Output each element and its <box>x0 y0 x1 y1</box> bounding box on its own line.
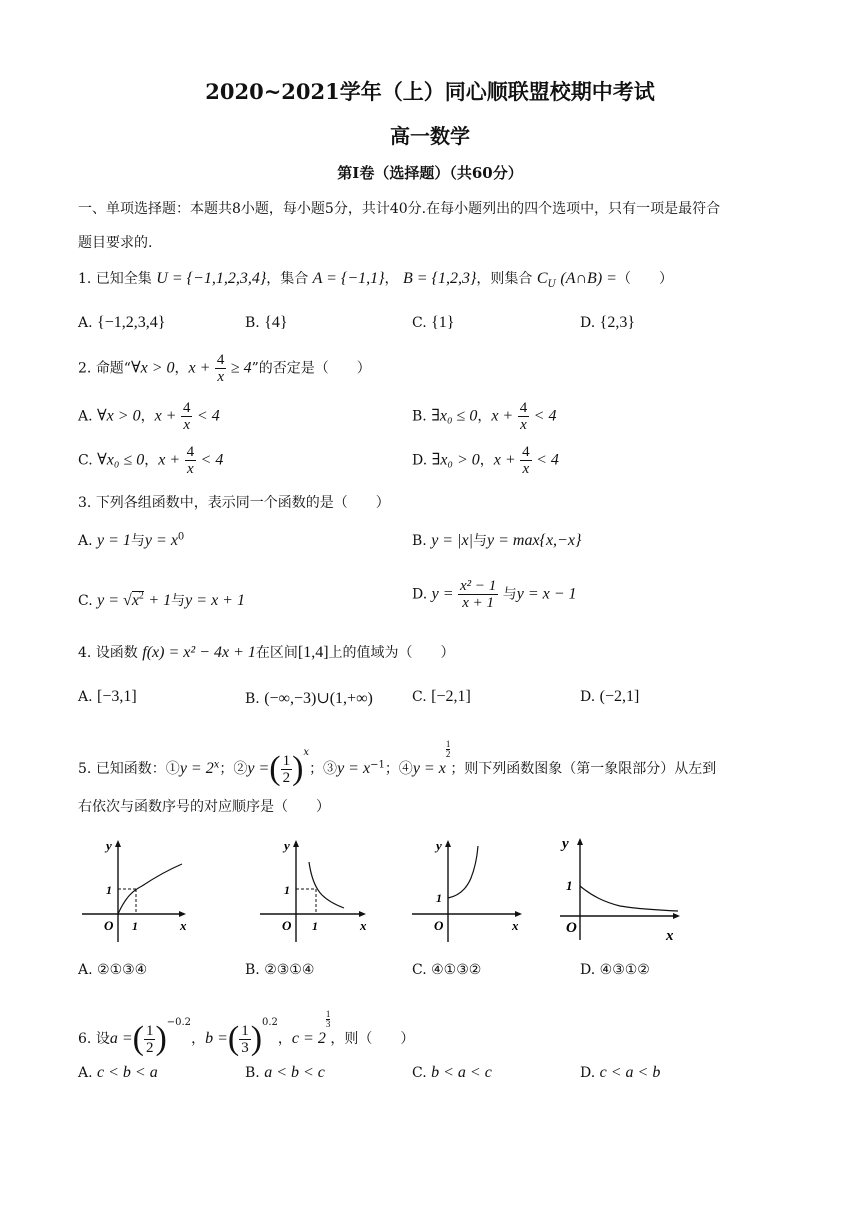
option-connector: 与 <box>473 533 487 549</box>
paren-left: ( <box>269 750 281 787</box>
curve <box>448 846 478 898</box>
q6-option-d[interactable] <box>580 1064 660 1082</box>
q5-option-d[interactable] <box>580 962 650 978</box>
paren-left: ( <box>227 1020 240 1057</box>
option-right: y = max{x,−x} <box>487 532 582 549</box>
fraction-denominator: x + 1 <box>462 595 495 611</box>
q4-function: f(x) = x² − 4x + 1 <box>142 644 256 661</box>
q1-text-4: ，则集合 <box>476 271 533 287</box>
question-4 <box>78 642 455 662</box>
question-5 <box>78 740 716 786</box>
option-label: D. <box>412 586 428 603</box>
tick-1-x: 1 <box>312 919 318 933</box>
q5-option-a[interactable] <box>78 962 147 978</box>
graph-2 <box>256 832 372 946</box>
q6-sep-1: ， <box>191 1031 206 1047</box>
option-lhs: x + <box>491 407 514 425</box>
option-value: b < a < c <box>431 1064 492 1081</box>
option-quantifier: ∀x > 0 <box>97 407 141 425</box>
x-axis-arrow <box>179 911 186 917</box>
option-left: y = |x| <box>431 532 473 549</box>
q1-text-1: 已知全集 <box>95 271 152 287</box>
y-label: y <box>562 836 569 852</box>
q1-set-u: U = {−1,1,2,3,4} <box>156 270 267 287</box>
option-quantifier: ∃x₀ > 0 <box>431 451 480 469</box>
option-value: ②③①④ <box>264 962 315 978</box>
question-number: 2. <box>78 360 92 377</box>
q2-rhs: ≥ 4 <box>230 359 252 377</box>
q2-text-1: 命题“ <box>95 360 131 377</box>
option-label: C. <box>412 1065 427 1081</box>
option-label: A. <box>78 962 93 978</box>
q6-c: c = 2 <box>291 1030 326 1047</box>
question-number: 3. <box>78 495 92 511</box>
q3-option-c[interactable] <box>78 590 245 610</box>
option-rhs: < 4 <box>200 451 224 469</box>
fraction-numerator: 4 <box>519 400 528 416</box>
q5-func-2-fraction <box>281 753 293 786</box>
q1-blank: （ ） <box>616 271 673 287</box>
q1-option-d[interactable] <box>580 314 635 332</box>
option-label: A. <box>78 315 93 331</box>
q2-lhs: x + <box>188 359 211 377</box>
q1-complement-sub: U <box>547 278 556 290</box>
fraction-denominator: x <box>217 369 224 385</box>
fraction-denominator: 2 <box>145 1039 154 1056</box>
q2-option-d[interactable]: D. ∃x₀ > 0，x + $\frac{4}{x}$ < 4 <box>412 444 559 477</box>
fraction-numerator: 4 <box>522 444 530 460</box>
option-right: y = x + 1 <box>185 592 245 609</box>
option-value: ④③①② <box>599 962 650 978</box>
y-axis-arrow <box>577 838 583 845</box>
option-label: A. <box>78 533 93 549</box>
x-axis-arrow <box>673 913 680 919</box>
sqrt-radicand <box>132 591 144 609</box>
question-number: 5. <box>78 761 92 777</box>
q4-interval: [1,4] <box>297 644 329 661</box>
q6-b: b = <box>205 1030 228 1047</box>
q5-func-3: y = x <box>337 760 371 777</box>
q3-option-b[interactable] <box>412 530 581 550</box>
x-axis-arrow <box>515 911 522 917</box>
y-axis-arrow <box>115 840 121 847</box>
option-rhs: < 4 <box>533 407 557 425</box>
option-right: y = x − 1 <box>516 585 577 603</box>
subject-title: 高一数学 <box>390 124 470 148</box>
question-2 <box>78 352 371 385</box>
q2-text-2: ”的否定是（ ） <box>251 360 371 377</box>
q6-option-b[interactable] <box>245 1064 325 1082</box>
q4-option-c[interactable] <box>412 688 471 706</box>
option-value: ④①③② <box>431 962 482 978</box>
q5-func-1: y = 2 <box>179 760 214 777</box>
option-label: B. <box>412 533 427 549</box>
option-label: B. <box>412 408 427 425</box>
exponent: −1 <box>370 759 385 771</box>
q3-option-a[interactable] <box>78 530 184 550</box>
q1-text-3: ， <box>384 271 399 287</box>
origin-label: O <box>104 918 114 933</box>
tick-1-y: 1 <box>436 891 442 905</box>
y-label: y <box>284 838 290 853</box>
option-fraction <box>185 444 197 477</box>
fraction-numerator: 1 <box>145 1022 154 1039</box>
y-axis-arrow <box>445 840 451 847</box>
fraction-numerator: 1 <box>325 1009 331 1019</box>
instructions-line-1: 一、单项选择题：本题共8小题，每小题5分，共计40分.在每小题列出的四个选项中，只有一项是最符合 <box>78 201 721 217</box>
q6-option-a[interactable] <box>78 1064 158 1082</box>
option-value: ②①③④ <box>97 962 148 978</box>
origin-label: O <box>566 920 577 936</box>
q1-expression: (A∩B) = <box>560 270 617 287</box>
option-right: y = x <box>144 532 178 549</box>
radicand-base: x <box>131 592 139 609</box>
option-quantifier: ∀x₀ ≤ 0 <box>97 451 145 469</box>
fraction-denominator: x <box>183 417 191 433</box>
question-1 <box>78 268 673 290</box>
option-connector: 与 <box>171 593 186 609</box>
option-label: B. <box>245 1065 260 1081</box>
curve <box>580 886 678 911</box>
option-lhs: x + <box>154 407 177 425</box>
option-label: B. <box>245 315 260 331</box>
tick-1-x: 1 <box>132 919 138 933</box>
y-label: y <box>106 838 112 853</box>
q2-option-a[interactable]: A. ∀x > 0，x + $\frac{4}{x}$ < 4 <box>78 400 220 433</box>
question-number: 6. <box>78 1031 92 1047</box>
option-label: C. <box>412 315 427 331</box>
q2-option-b[interactable]: B. ∃x₀ ≤ 0，x + $\frac{4}{x}$ < 4 <box>412 400 557 433</box>
option-value: [−3,1] <box>97 688 137 705</box>
option-label: D. <box>580 1065 596 1081</box>
q5-func-4: y = x <box>412 760 446 777</box>
option-label: C. <box>412 962 427 978</box>
fraction-numerator: 4 <box>186 444 195 460</box>
option-label: C. <box>78 593 93 609</box>
y-axis-arrow <box>293 840 299 847</box>
option-value: {2,3} <box>599 314 635 331</box>
paren-right: ) <box>250 1020 263 1057</box>
option-rhs: < 4 <box>196 407 220 425</box>
option-value: c < a < b <box>599 1064 661 1081</box>
q6-a: a = <box>109 1030 133 1047</box>
q1-option-a[interactable] <box>78 314 165 332</box>
q1-complement: C <box>536 270 548 287</box>
option-lhs: x + <box>158 451 181 469</box>
fraction-numerator: 1 <box>241 1022 249 1039</box>
q5-func-2: y = <box>247 760 270 777</box>
option-label: D. <box>580 315 596 331</box>
fraction-denominator: 2 <box>282 769 291 786</box>
option-fraction <box>181 400 193 433</box>
option-value: (−∞,−3)∪(1,+∞) <box>264 690 373 707</box>
x-axis-arrow <box>359 911 366 917</box>
q4-option-b[interactable] <box>245 688 373 708</box>
option-connector: 与 <box>130 533 145 549</box>
option-lhs: x + <box>493 451 516 469</box>
x-label: x <box>666 928 674 944</box>
option-value: c < b < a <box>97 1064 158 1081</box>
instructions-line-2: 题目要求的. <box>78 235 153 251</box>
graph-3 <box>408 832 528 946</box>
q6-b-fraction <box>239 1023 251 1056</box>
q6-a-fraction <box>144 1023 156 1056</box>
fraction-denominator: x <box>520 417 527 433</box>
option-left-tail: + 1 <box>148 592 172 609</box>
q4-text-3: 上的值域为（ ） <box>328 645 455 661</box>
option-label: D. <box>412 452 428 469</box>
option-fraction <box>518 400 530 433</box>
q4-text-1: 设函数 <box>95 645 138 661</box>
exponent: −0.2 <box>166 1017 192 1028</box>
part-title: 第Ⅰ卷（选择题）（共60分） <box>337 164 523 182</box>
q4-text-2: 在区间 <box>255 645 298 661</box>
fraction-numerator: 1 <box>445 739 451 749</box>
x-label: x <box>180 918 187 933</box>
tick-1-y: 1 <box>566 878 573 893</box>
option-quantifier: ∃x₀ ≤ 0 <box>431 407 478 425</box>
q6-text-1: 设 <box>95 1031 110 1047</box>
q6-option-c[interactable] <box>412 1064 492 1082</box>
option-label: B. <box>245 691 260 707</box>
q1-set-b: B = {1,2,3} <box>403 270 477 287</box>
paren-right: ) <box>155 1020 167 1057</box>
option-label: A. <box>78 689 93 705</box>
q3-option-d[interactable] <box>412 578 577 611</box>
q4-option-d[interactable] <box>580 688 639 706</box>
option-value: {4} <box>264 314 288 331</box>
fraction-denominator: 2 <box>445 749 451 759</box>
fraction-numerator: 4 <box>182 400 191 416</box>
q5-option-b[interactable] <box>245 962 314 978</box>
q5-text-1: 已知函数：① <box>95 761 180 777</box>
option-label: C. <box>78 452 93 469</box>
option-label: A. <box>78 408 93 425</box>
sqrt-sign: y = √ <box>97 592 132 609</box>
q5-text-5: ；则下列函数图象（第一象限部分）从左到 <box>450 761 717 777</box>
option-fraction <box>520 444 532 477</box>
fraction-numerator: 4 <box>216 352 225 368</box>
fraction-denominator: x <box>187 461 194 477</box>
option-label: A. <box>78 1065 93 1081</box>
origin-label: O <box>282 918 292 933</box>
q1-option-b[interactable] <box>245 314 288 332</box>
graph-4 <box>556 828 686 946</box>
option-left: y = <box>431 585 454 603</box>
option-rhs: < 4 <box>536 451 559 469</box>
tick-1-y: 1 <box>106 883 112 897</box>
option-label: B. <box>245 962 260 978</box>
exponent: 0.2 <box>262 1017 278 1028</box>
x-label: x <box>360 918 367 933</box>
fraction-numerator: 1 <box>282 752 291 769</box>
fraction-denominator: x <box>522 461 530 477</box>
q1-option-c[interactable] <box>412 314 454 332</box>
origin-label: O <box>434 918 444 933</box>
q1-text-2: ，集合 <box>266 271 309 287</box>
option-fraction <box>458 578 498 611</box>
q6-sep-2: ， <box>277 1031 292 1047</box>
q2-sep: ， <box>174 360 189 377</box>
q4-option-a[interactable] <box>78 688 137 706</box>
option-value: {−1,2,3,4} <box>97 314 166 331</box>
q1-set-a: A = {−1,1} <box>312 270 385 287</box>
option-label: D. <box>580 689 596 705</box>
question-number: 4. <box>78 645 92 661</box>
paren-left: ( <box>132 1020 144 1057</box>
q3-text: 下列各组函数中，表示同一个函数的是（ ） <box>95 495 390 511</box>
exponent: x <box>303 747 310 758</box>
question-3 <box>78 492 390 512</box>
q5-text-3: ；③ <box>309 761 338 777</box>
exponent: x <box>213 759 220 771</box>
option-value: a < b < c <box>264 1064 325 1081</box>
y-label: y <box>436 838 442 853</box>
fraction-denominator: 3 <box>325 1019 331 1029</box>
option-value: [−2,1] <box>431 688 471 705</box>
option-label: D. <box>580 962 596 978</box>
exam-title: 2020~2021学年（上）同心顺联盟校期中考试 <box>205 79 655 104</box>
question-number: 1. <box>78 271 92 287</box>
q2-quantifier: ∀x > 0 <box>130 359 175 377</box>
x-label: x <box>512 918 519 933</box>
exponent: 0 <box>177 531 185 543</box>
option-value: (−2,1] <box>599 688 640 705</box>
option-label: C. <box>412 689 427 705</box>
option-connector: 与 <box>502 586 517 603</box>
option-left: y = 1 <box>97 532 131 549</box>
question-5-line-2: 右依次与函数序号的对应顺序是（ ） <box>78 799 330 815</box>
question-6 <box>78 1010 414 1056</box>
q5-option-c[interactable] <box>412 962 481 978</box>
q2-option-c[interactable]: C. ∀x₀ ≤ 0，x + $\frac{4}{x}$ < 4 <box>78 444 224 477</box>
fraction-exponent <box>326 1010 331 1029</box>
q2-fraction <box>215 352 227 385</box>
q5-text-4: ；④ <box>384 761 413 777</box>
q5-text-2: ；② <box>219 761 248 777</box>
q6-text-2: ，则（ ） <box>330 1031 415 1047</box>
paren-right: ) <box>292 750 304 787</box>
fraction-denominator: 3 <box>241 1039 249 1056</box>
tick-1-y: 1 <box>284 883 290 897</box>
curve <box>309 862 344 908</box>
fraction-numerator: x² − 1 <box>460 578 497 594</box>
exponent: 2 <box>138 590 144 602</box>
option-value: {1} <box>431 314 455 331</box>
curve <box>118 864 182 914</box>
graph-1 <box>78 832 190 946</box>
fraction-exponent <box>446 740 451 759</box>
